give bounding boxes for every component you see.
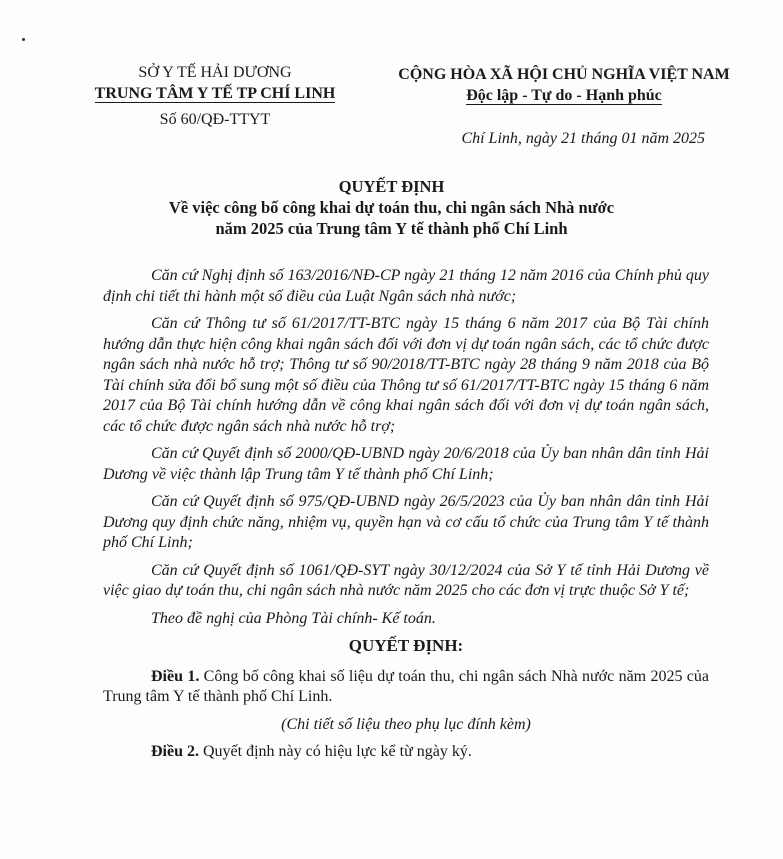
national-title: CỘNG HÒA XÃ HỘI CHỦ NGHĨA VIỆT NAM: [398, 66, 730, 83]
issuer-block: [72, 62, 358, 104]
title-kind: QUYẾT ĐỊNH: [338, 177, 445, 196]
preamble-item: Căn cứ Nghị định số 163/2016/NĐ-CP ngày 21 tháng 12 năm 2016 của Chính phủ quy định chi tiết thi hành một số điều của Luật Ngân sách nhà nước;: [103, 267, 709, 305]
article-1-label: Điều 1.: [151, 667, 200, 685]
document-title: [0, 176, 783, 239]
preamble-item: Căn cứ Quyết định số 1061/QĐ-SYT ngày 30/12/2024 của Sở Y tế tỉnh Hải Dương về việc giao dự toán thu, chi ngân sách nhà nước năm 2025 cho các đơn vị trực thuộc Sở Y tế;: [103, 561, 709, 599]
article-1-text: Công bố công khai số liệu dự toán thu, chi ngân sách Nhà nước năm 2025 của Trung tâm Y tế thành phố Chí Linh.: [103, 667, 710, 705]
article-1-note: (Chi tiết số liệu theo phụ lục đính kèm): [281, 715, 531, 733]
title-subject-line1: Về việc công bố công khai dự toán thu, chi ngân sách Nhà nước: [168, 198, 615, 217]
preamble-item: Theo đề nghị của Phòng Tài chính- Kế toán.: [151, 609, 436, 627]
document-number: Số 60/QĐ-TTYT: [159, 111, 271, 128]
article-2-label: Điều 2.: [151, 743, 199, 760]
article-2-text: Quyết định này có hiệu lực kể từ ngày ký.: [199, 743, 472, 760]
national-title-block: [378, 64, 750, 106]
motto: Độc lập - Tự do - Hạnh phúc: [466, 87, 662, 104]
issuing-agency: TRUNG TÂM Y TẾ TP CHÍ LINH: [94, 85, 336, 102]
preamble-item: Căn cứ Quyết định số 975/QĐ-UBND ngày 26/5/2023 của Ủy ban nhân dân tỉnh Hải Dương quy định chức năng, nhiệm vụ, quyền hạn và cơ cấu tổ chức của Trung tâm Y tế thành phố Chí Linh;: [103, 493, 709, 551]
scan-speck: [22, 38, 25, 41]
document-body: [103, 266, 709, 770]
article-2: [103, 742, 709, 763]
title-subject-line2: năm 2025 của Trung tâm Y tế thành phố Chí Linh: [215, 219, 568, 238]
parent-agency: SỞ Y TẾ HẢI DƯƠNG: [138, 64, 292, 81]
decision-heading: QUYẾT ĐỊNH:: [348, 636, 464, 655]
place-date: Chí Linh, ngày 21 tháng 01 năm 2025: [461, 130, 705, 147]
article-1: [103, 667, 709, 708]
preamble-item: Căn cứ Thông tư số 61/2017/TT-BTC ngày 15 tháng 6 năm 2017 của Bộ Tài chính hướng dẫn thực hiện công khai ngân sách đối với đơn vị dự toán ngân sách, các tổ chức được ngân sách nhà nước hỗ trợ; Thông tư số 90/2018/TT-BTC ngày 28 tháng 9 năm 2018 của Bộ Tài chính sửa đổi bổ sung một số điều của Thông tư số 61/2017/TT-BTC ngày 15 tháng 6 năm 2017 của Bộ Tài chính hướng dẫn về công khai ngân sách đối với đơn vị dự toán ngân sách, các tổ chức được ngân sách nhà nước hỗ trợ;: [103, 315, 709, 435]
preamble-item: Căn cứ Quyết định số 2000/QĐ-UBND ngày 20/6/2018 của Ủy ban nhân dân tỉnh Hải Dương về việc thành lập Trung tâm Y tế thành phố Chí Linh;: [103, 445, 709, 483]
